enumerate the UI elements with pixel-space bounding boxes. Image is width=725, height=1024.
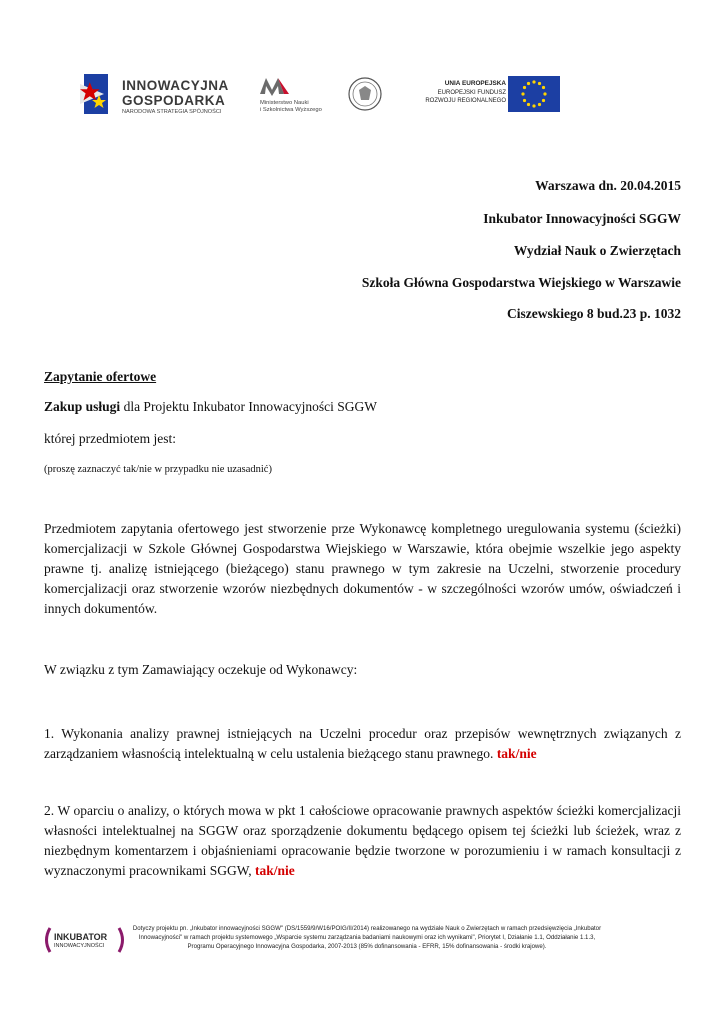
ministerstwo-logo — [260, 76, 340, 116]
mnisw-mark-icon — [260, 76, 290, 96]
logo-text: INNOWACYJNA — [122, 78, 229, 93]
item-2-tak-nie[interactable]: tak/nie — [254, 863, 295, 878]
inkubator-logo — [42, 924, 127, 954]
star-flag-icon — [78, 70, 120, 120]
logo-text: Ministerstwo Nauki — [260, 100, 309, 106]
logo-text: i Szkolnictwa Wyższego — [260, 107, 322, 113]
innowacyjna-gospodarka-logo — [78, 70, 238, 120]
street-line: Ciszewskiego 8 bud.23 p. 1032 — [506, 306, 681, 321]
subject-line: której przedmiotem jest: — [44, 431, 176, 446]
logo-text: INNOWACYJNOŚCI — [54, 943, 105, 949]
logo-text: EUROPEJSKI FUNDUSZ — [437, 90, 506, 96]
expectation-line: W związku z tym Zamawiający oczekuje od Wykonawcy: — [44, 662, 358, 677]
logo-text: UNIA EUROPEJSKA — [444, 80, 506, 87]
footer-text: Dotyczy projektu pn. „Inkubator innowacyjności SGGW" (DS/1559/9/W16/POIG/II/2014) realizowanego na wydziale Nauk o Zwierzętach w ramach przedsięwzięcia „Inkubator Innowacyjności" w ramach projektu systemowego „Wsparcie systemu zarządzania badaniami naukowymi oraz ich wynikami", Priorytet I, Działanie 1.1, Oddziałanie 1.1.3, Programu Operacyjnego Innowacyjna Gospodarka, 2007-2013 (85% dofinansowania - EFRR, 15% dofinansowania - środki krajowe). — [132, 925, 602, 950]
purchase-rest: dla Projektu Inkubator Innowacyjności SGGW — [120, 399, 378, 414]
item-1 — [44, 724, 681, 764]
seal-icon — [347, 76, 383, 112]
university-line: Szkoła Główna Gospodarstwa Wiejskiego w Warszawie — [361, 275, 681, 290]
logo-text: INKUBATOR — [54, 932, 108, 942]
eu-flag-icon — [508, 76, 560, 112]
date-line: Warszawa dn. 20.04.2015 — [535, 178, 681, 193]
logo-text: ROZWOJU REGIONALNEGO — [425, 98, 506, 104]
item-2 — [44, 801, 681, 881]
sggw-seal-logo — [347, 76, 383, 112]
logo-text: NARODOWA STRATEGIA SPÓJNOŚCI — [122, 109, 222, 115]
purchase-line — [44, 397, 681, 417]
eu-logo — [415, 76, 560, 112]
item-1-tak-nie[interactable]: tak/nie — [496, 746, 537, 761]
note-line: (proszę zaznaczyć tak/nie w przypadku nie uzasadnić) — [44, 464, 272, 475]
item-2-text: 2. W oparciu o analizy, o których mowa w pkt 1 całościowe opracowanie prawnych aspektów ścieżki komercjalizacji własności intelektualnej na SGGW oraz sporządzenie dokumentu będącego opisem tej ścieżki lub ścieżek, wraz z niezbędnym komentarzem i objaśnieniami opracowanie będzie tworzone w porozumieniu i w ramach konsultacji z wyznaczonymi pracownikami SGGW, — [44, 803, 681, 878]
logo-text: GOSPODARKA — [122, 93, 226, 108]
item-1-text: 1. Wykonania analizy prawnej istniejących na Uczelni procedur oraz przepisów wewnętrznych związanych z zarządzaniem własnością intelektualną w celu ustalenia bieżącego stanu prawnego. — [44, 726, 681, 761]
document-title: Zapytanie ofertowe — [44, 369, 157, 384]
unit-line: Inkubator Innowacyjności SGGW — [483, 211, 681, 226]
faculty-line: Wydział Nauk o Zwierzętach — [513, 243, 681, 258]
purchase-bold: Zakup usługi — [44, 399, 121, 414]
paragraph-1: Przedmiotem zapytania ofertowego jest stworzenie prze Wykonawcę kompletnego uregulowania systemu (ścieżki) komercjalizacji w Szkole Głównej Gospodarstwa Wiejskiego w Warszawie, która obejmie wszelkie jego aspekty prawne tj. analizę istniejącego (bieżącego) stanu prawnego w tym zakresie na Uczelni, stworzenie procedury komercjalizacji oraz stworzenie wzorów niezbędnych dokumentów - w szczególności wzorów umów, oświadczeń i innych dokumentów. — [44, 521, 681, 616]
